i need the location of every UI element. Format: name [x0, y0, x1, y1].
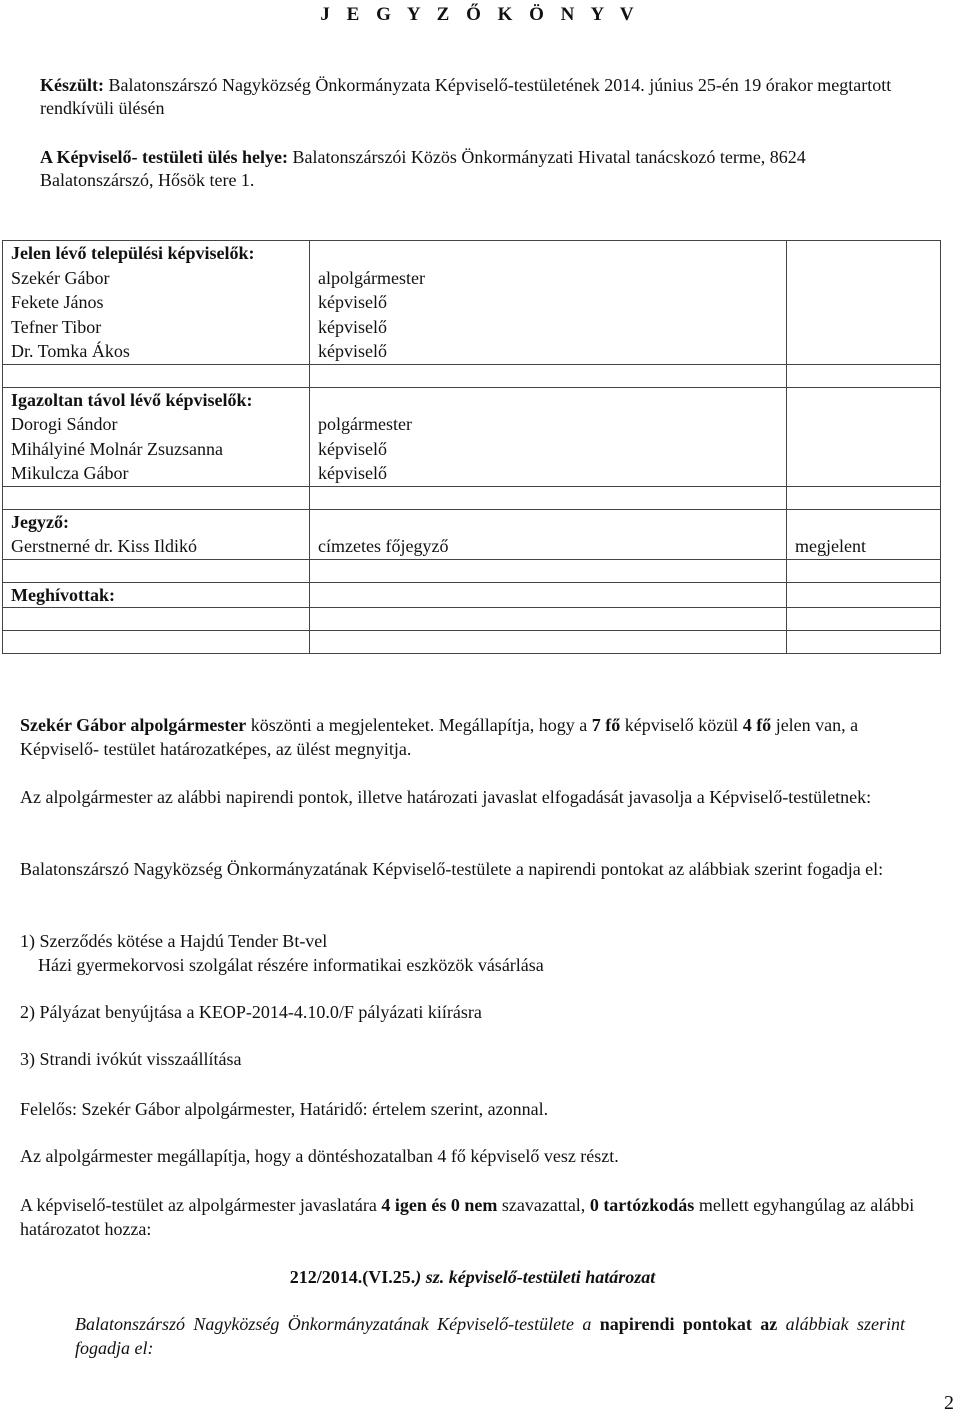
opening-text: jelen van, a Képviselő- testület határozatképes, az ülést megnyitja. — [20, 715, 859, 759]
absent-name: Mikulcza Gábor — [11, 463, 129, 483]
resolution-id: 212/2014.(VI.25. — [289, 1267, 416, 1287]
spacer-row — [3, 486, 941, 509]
agenda-item-3: 3) Strandi ivókút visszaállítása — [20, 1049, 242, 1069]
present-role: képviselő — [318, 292, 387, 312]
present-heading: Jelen lévő települési képviselők: — [11, 243, 255, 263]
present-name: Tefner Tibor — [11, 316, 102, 337]
opening-text: képviselő közül — [620, 715, 743, 735]
agenda-item-1-detail: Házi gyermekorvosi szolgálat részére informatikai eszközök vásárlása — [38, 955, 544, 975]
prepared-label: Készült: — [40, 75, 104, 95]
present-role: alpolgármester — [318, 267, 425, 288]
prepared-text: Balatonszárszó Nagyközség Önkormányzata Képviselő-testületének 2014. június 25-én 19 órakor megtartott rendkívüli ülésén — [40, 75, 892, 118]
present-roles-cell — [310, 241, 787, 365]
invited-heading: Meghívottak: — [3, 582, 310, 608]
present-row — [3, 241, 941, 365]
present-status-cell — [787, 241, 941, 365]
notary-status: megjelent — [795, 536, 866, 556]
spacer-row — [3, 559, 941, 582]
agenda-item-1 — [20, 929, 925, 977]
absent-heading: Igazoltan távol lévő képviselők: — [11, 389, 253, 410]
resolution-number — [20, 1265, 925, 1289]
invited-row — [3, 582, 941, 608]
present-names-cell — [3, 241, 310, 365]
vote-abstain: 0 tartózkodás — [589, 1195, 695, 1215]
agenda-item-2: 2) Pályázat benyújtása a KEOP-2014-4.10.0/F pályázati kiírásra — [20, 1002, 482, 1022]
opening-text: köszönti a megjelenteket. Megállapítja, hogy a — [246, 715, 592, 735]
absent-roles-cell — [310, 387, 787, 486]
vote-paragraph — [20, 1193, 925, 1241]
spacer-row — [3, 608, 941, 631]
venue-label: A Képviselő- testületi ülés helye: — [40, 147, 288, 167]
absent-status-cell — [787, 387, 941, 486]
absent-row — [3, 387, 941, 486]
notary-row — [3, 509, 941, 559]
resolution-text-bold: napirendi pontokat az — [591, 1314, 778, 1334]
agenda-accept-paragraph: Balatonszárszó Nagyközség Önkormányzatának Képviselő-testülete a napirendi pontokat az alábbiak szerint fogadja el: — [20, 859, 884, 879]
notary-name: Gerstnerné dr. Kiss Ildikó — [11, 536, 197, 556]
agenda-proposal-paragraph: Az alpolgármester az alábbi napirendi pontok, illetve határozati javaslat elfogadását javasolja a Képviselő-testületnek: — [20, 787, 872, 807]
venue-paragraph — [40, 146, 920, 192]
opening-count-total: 7 fő — [591, 715, 621, 735]
vote-text: mellett egyhangúlag az alábbi határozatot hozza: — [20, 1195, 915, 1239]
present-name: Dr. Tomka Ákos — [11, 341, 130, 361]
document-title: J E G Y Z Ő K Ö N Y V — [320, 4, 640, 25]
present-role: képviselő — [318, 316, 387, 337]
resolution-title: ) sz. képviselő-testületi határozat — [415, 1267, 656, 1287]
spacer-row — [3, 364, 941, 387]
opening-count-present: 4 fő — [742, 715, 772, 735]
opening-name: Szekér Gábor alpolgármester — [20, 715, 247, 735]
attendance-table — [2, 240, 941, 654]
absent-names-cell — [3, 387, 310, 486]
prepared-paragraph — [40, 74, 920, 120]
absent-name: Dorogi Sándor — [11, 414, 118, 434]
responsible-paragraph: Felelős: Szekér Gábor alpolgármester, Határidő: értelem szerint, azonnal. — [20, 1099, 549, 1119]
present-name: Szekér Gábor — [11, 267, 110, 288]
absent-role: képviselő — [318, 438, 387, 459]
resolution-text-part: Balatonszárszó Nagyközség Önkormányzatának Képviselő-testülete a — [75, 1314, 592, 1334]
page-number: 2 — [944, 1392, 954, 1414]
notary-status-cell — [787, 509, 941, 559]
resolution-text — [75, 1312, 905, 1360]
notary-name-cell — [3, 509, 310, 559]
resolution-text-part: alábbiak szerint fogadja el: — [75, 1314, 905, 1358]
absent-name: Mihályiné Molnár Zsuzsanna — [11, 438, 223, 459]
opening-paragraph — [20, 713, 925, 761]
notary-role-cell — [310, 509, 787, 559]
vote-text: szavazattal, — [497, 1195, 590, 1215]
decision-count-paragraph: Az alpolgármester megállapítja, hogy a döntéshozatalban 4 fő képviselő vesz részt. — [20, 1146, 619, 1166]
present-role: képviselő — [318, 341, 387, 361]
venue-text: Balatonszárszói Közös Önkormányzati Hivatal tanácskozó terme, 8624 Balatonszárszó, Hősök tere 1. — [40, 147, 806, 190]
agenda-item-1-title: 1) Szerződés kötése a Hajdú Tender Bt-vel — [20, 931, 328, 951]
absent-role: képviselő — [318, 463, 387, 483]
notary-role: címzetes főjegyző — [318, 536, 449, 556]
vote-yes-no: 4 igen és 0 nem — [381, 1195, 498, 1215]
absent-role: polgármester — [318, 414, 412, 434]
present-name: Fekete János — [11, 292, 104, 312]
notary-heading: Jegyző: — [11, 511, 69, 532]
spacer-row — [3, 631, 941, 654]
vote-text: A képviselő-testület az alpolgármester javaslatára — [20, 1195, 382, 1215]
